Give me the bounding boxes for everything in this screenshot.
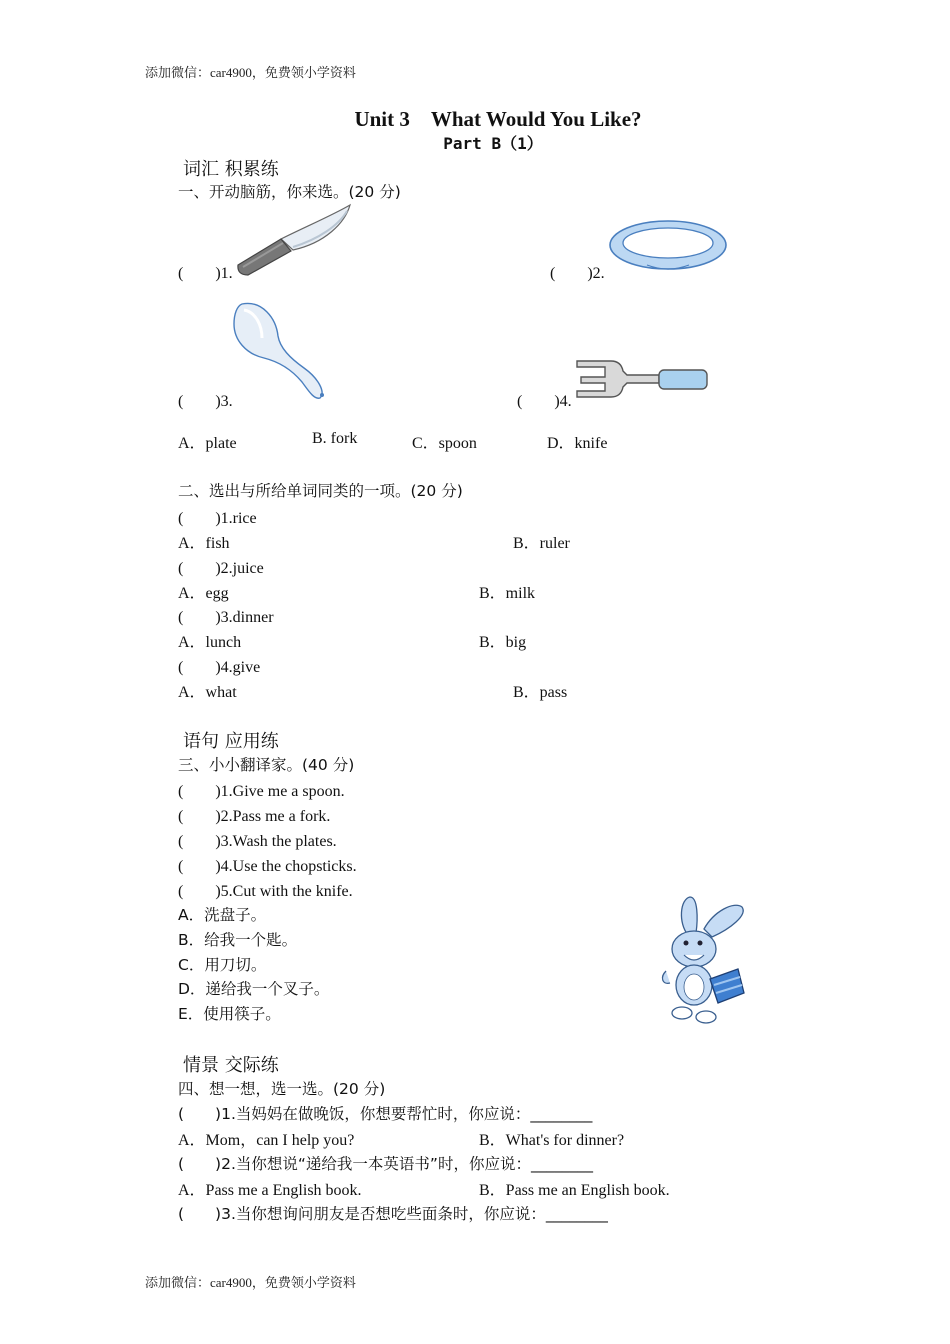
q1-item-4: ( )4. [517, 393, 572, 410]
section-heading-communication: 情景 交际练 [183, 1055, 279, 1076]
q4-item-2-a: A．Pass me a English book. [178, 1182, 362, 1199]
q1-option-a: A．plate [178, 435, 237, 452]
question-4-title: 四、想一想，选一选。(20 分) [178, 1080, 386, 1098]
q4-item-1-a: A．Mom，can I help you? [178, 1132, 355, 1149]
q3-item-1: ( )1.Give me a spoon. [178, 783, 345, 800]
q4-item-1-stem: ( )1.当妈妈在做晚饭，你想要帮忙时，你应说：________ [178, 1105, 593, 1123]
knife-icon [233, 203, 355, 277]
q4-item-2-b: B．Pass me an English book. [479, 1182, 670, 1199]
question-3-title: 三、小小翻译家。(40 分) [178, 756, 355, 774]
q4-item-3-stem: ( )3.当你想询问朋友是否想吃些面条时，你应说：________ [178, 1205, 608, 1223]
q2-item-2-stem: ( )2.juice [178, 560, 264, 577]
q2-item-1-a: A．fish [178, 535, 230, 552]
page-title: Unit 3 What Would You Like? [354, 107, 642, 131]
q1-option-c: C．spoon [412, 435, 477, 452]
q1-item-1: ( )1. [178, 265, 233, 282]
question-1-title: 一、开动脑筋，你来选。(20 分) [178, 183, 401, 201]
q1-item-2: ( )2. [550, 265, 605, 282]
q2-item-1-b: B．ruler [513, 535, 570, 552]
q2-item-4-stem: ( )4.give [178, 659, 261, 676]
q2-item-3-b: B．big [479, 634, 527, 651]
q3-item-3: ( )3.Wash the plates. [178, 833, 337, 850]
q3-option-d: D．递给我一个叉子。 [178, 980, 330, 998]
rabbit-illustration [658, 893, 750, 1027]
question-2-title: 二、选出与所给单词同类的一项。(20 分) [178, 482, 463, 500]
q3-option-b: B．给我一个匙。 [178, 931, 298, 949]
fork-icon [575, 357, 711, 401]
section-heading-sentences: 语句 应用练 [183, 731, 279, 752]
q1-item-3: ( )3. [178, 393, 233, 410]
spoon-icon [232, 300, 330, 402]
q2-item-4-b: B．pass [513, 684, 568, 701]
q1-option-b: B. fork [312, 430, 358, 447]
q4-item-2-stem: ( )2.当你想说“递给我一本英语书”时，你应说：________ [178, 1155, 593, 1173]
q3-item-2: ( )2.Pass me a fork. [178, 808, 331, 825]
q2-item-3-a: A．lunch [178, 634, 242, 651]
q2-item-2-a: A．egg [178, 585, 229, 602]
q4-item-1-b: B．What's for dinner? [479, 1132, 625, 1149]
q1-option-d: D．knife [547, 435, 608, 452]
q2-item-4-a: A．what [178, 684, 237, 701]
q3-item-5: ( )5.Cut with the knife. [178, 883, 353, 900]
q2-item-3-stem: ( )3.dinner [178, 609, 274, 626]
watermark-bottom: 添加微信：car4900，免费领小学资料 [145, 1275, 356, 1290]
q3-option-e: E．使用筷子。 [178, 1005, 281, 1023]
section-heading-vocab: 词汇 积累练 [183, 159, 279, 180]
watermark-top: 添加微信：car4900，免费领小学资料 [145, 65, 356, 80]
q3-option-c: C．用刀切。 [178, 956, 267, 974]
q2-item-1-stem: ( )1.rice [178, 510, 257, 527]
plate-icon [607, 218, 729, 274]
page-subtitle: Part B（1） [443, 134, 543, 153]
q3-item-4: ( )4.Use the chopsticks. [178, 858, 357, 875]
q2-item-2-b: B．milk [479, 585, 536, 602]
q3-option-a: A．洗盘子。 [178, 906, 267, 924]
